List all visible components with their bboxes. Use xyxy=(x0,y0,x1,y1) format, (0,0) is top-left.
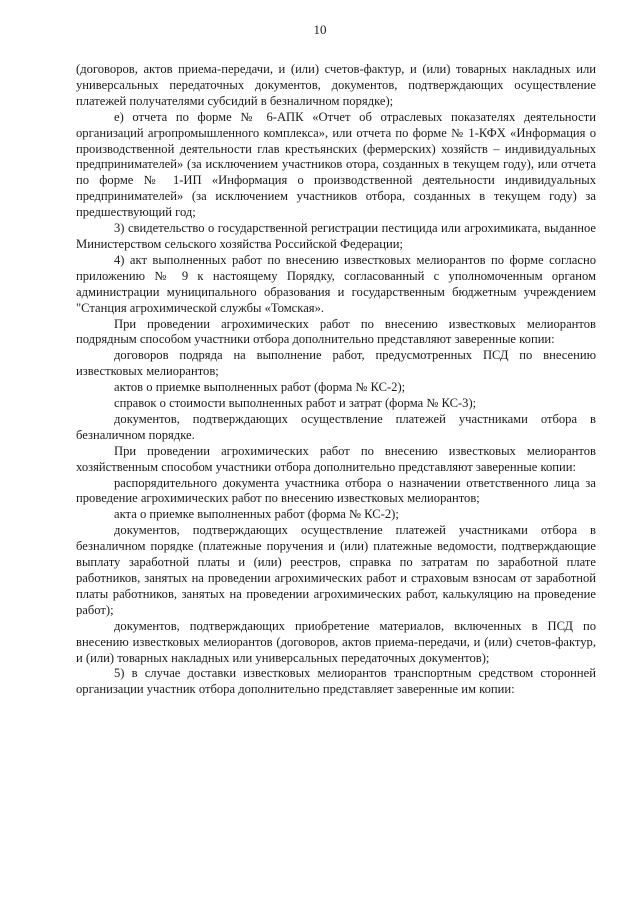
paragraph: 5) в случае доставки известковых мелиорантов транспортным средством сторонней организации участник отбора дополнительно представляет заверенные им копии: xyxy=(76,666,596,697)
paragraph: 4) акт выполненных работ по внесению известковых мелиорантов по форме согласно приложению № 9 к настоящему Порядку, согласованный с уполномоченным органом администрации муниципального образования и государственным бюджетным учреждением "Станция агрохимической службы «Томская». xyxy=(76,252,596,315)
paragraph: справок о стоимости выполненных работ и затрат (форма № КС-3); xyxy=(114,396,477,411)
paragraph: договоров подряда на выполнение работ, предусмотренных ПСД по внесению известковых мелиорантов; xyxy=(76,348,596,379)
paragraph: документов, подтверждающих приобретение материалов, включенных в ПСД по внесению известковых мелиорантов (договоров, актов приема-передачи, и (или) счетов-фактур, и (или) товарных накладных или универсальных передаточных документов); xyxy=(76,618,596,665)
paragraph: документов, подтверждающих осуществление платежей участниками отбора в безналичном порядке (платежные поручения и (или) платежные ведомости, подтверждающие выплату заработной платы и (или) реестров, справка по затратам по заработной плате работников, занятых на проведении агрохимических работ и страховым взносам от заработной платы работников, занятых на проведении агрохимических работ, калькуляцию на проведение работ); xyxy=(76,523,596,617)
paragraph: документов, подтверждающих осуществление платежей участниками отбора в безналичном порядке. xyxy=(76,411,596,442)
paragraph: При проведении агрохимических работ по внесению известковых мелиорантов подрядным способом участники отбора дополнительно представляют заверенные копии: xyxy=(76,316,596,347)
paragraph: 3) свидетельство о государственной регистрации пестицида или агрохимиката, выданное Министерством сельского хозяйства Российской Федерации; xyxy=(76,221,596,251)
paragraph: распорядительного документа участника отбора о назначении ответственного лица за проведение агрохимических работ по внесению известковых мелиорантов; xyxy=(76,475,596,506)
page-number: 10 xyxy=(313,22,327,37)
document-body xyxy=(76,62,596,698)
paragraph: (договоров, актов приема-передачи, и (или) счетов-фактур, и (или) товарных накладных или универсальных передаточных документов, документов, подтверждающих осуществление платежей получателями субсидий в безналичном порядке); xyxy=(76,62,596,108)
paragraph: акта о приемке выполненных работ (форма № КС-2); xyxy=(114,507,399,522)
paragraph: е) отчета по форме № 6-АПК «Отчет об отраслевых показателях деятельности организаций агропромышленного комплекса», или отчета по форме № 1-КФХ «Информация о производственной деятельности глав крестьянских (фермерских) хозяйств – индивидуальных предпринимателей» (за исключением участников отора, созданных в текущем году), или отчета по форме № 1-ИП «Информация о производственной деятельности индивидуальных предпринимателей» (за исключением участников отбора, созданных в текущем году) за предшествующий год; xyxy=(76,109,596,220)
paragraph: актов о приемке выполненных работ (форма № КС-2); xyxy=(114,380,406,395)
paragraph: При проведении агрохимических работ по внесению известковых мелиорантов хозяйственным способом участники отбора дополнительно представляют заверенные копии: xyxy=(76,443,596,474)
